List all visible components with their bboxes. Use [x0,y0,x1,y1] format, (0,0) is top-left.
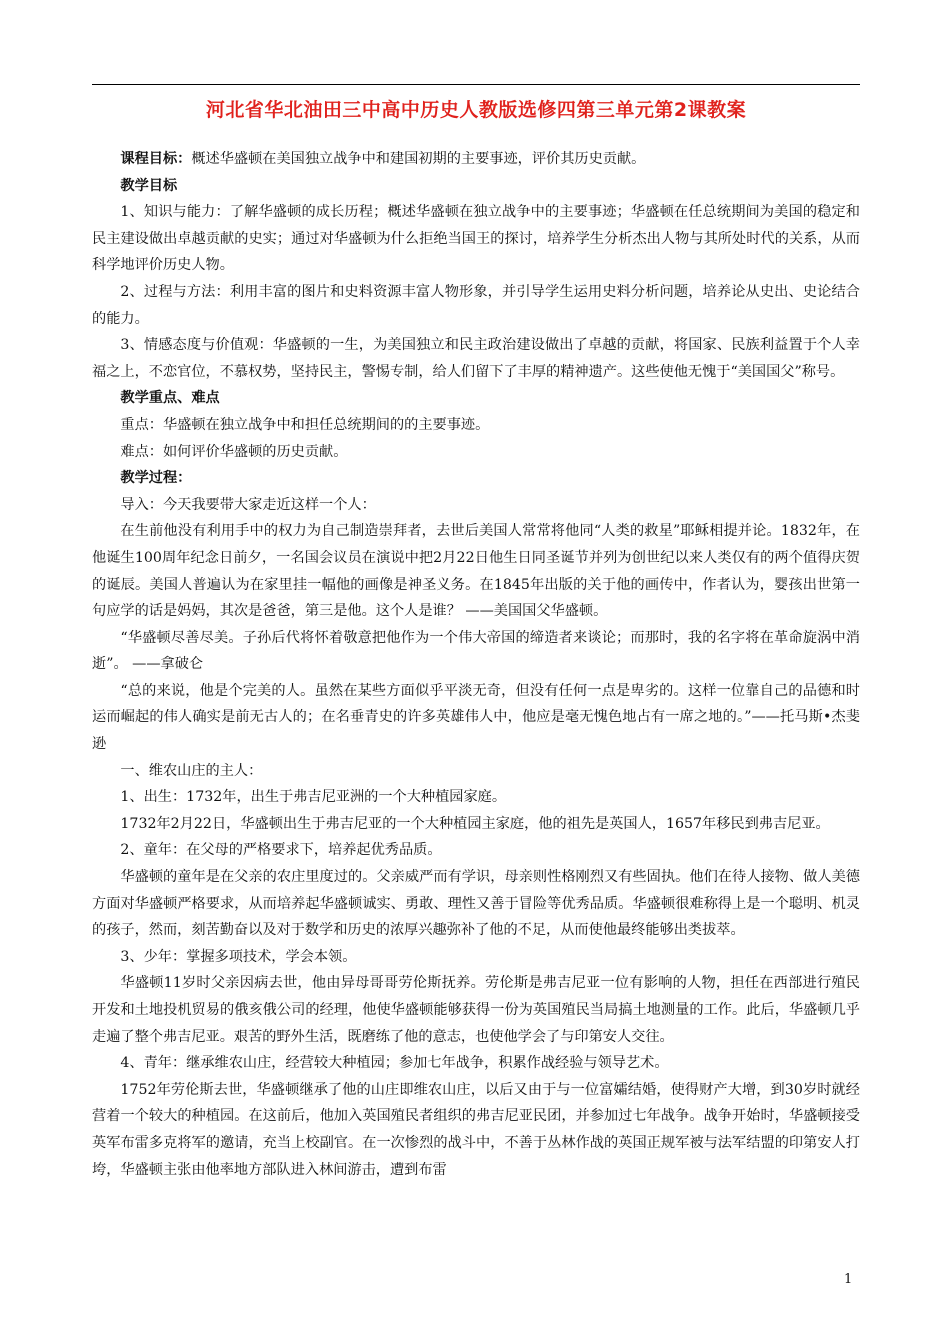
young-adult-heading: 4、青年：继承维农山庄，经营较大种植园；参加七年战争，积累作战经验与领导艺术。 [120,1055,669,1072]
header-rule [92,84,860,85]
key-point: 重点：华盛顿在独立战争中和担任总统期间的的主要事迹。 [120,416,490,433]
course-goal-label: 课程目标： [120,151,192,167]
intro-paragraph: 在生前他没有利用手中的权力为自己制造崇拜者，去世后美国人常常将他同“人类的救星”耶稣相提并论。1832年，在他诞生100周年纪念日前夕，一名国会议员在演说中把2月22日他生日同圣诞节并列为创世纪以来人类仅有的两个值得庆贺的诞辰。美国人普遍认为在家里挂一幅他的画像是神圣义务。在1845年出版的关于他的画传中，作者认为，婴孩出世第一句应学的话是妈妈，其次是爸爸，第三是他。这个人是谁？ ——美国国父华盛顿。 [92,523,860,620]
quote-napoleon: “华盛顿尽善尽美。子孙后代将怀着敬意把他作为一个伟大帝国的缔造者来谈论；而那时，我的名字将在革命旋涡中消逝”。 ——拿破仑 [92,629,860,673]
process-heading: 教学过程： [120,470,192,487]
quote-jefferson: “总的来说，他是个完美的人。虽然在某些方面似乎平淡无奇，但没有任何一点是卑劣的。这样一位靠自己的品德和时运而崛起的伟人确实是前无古人的；在名垂青史的许多英雄伟人中，他应是毫无愧色地占有一席之地的。”——托马斯•杰斐逊 [92,682,860,753]
goal-knowledge: 1、知识与能力：了解华盛顿的成长历程；概述华盛顿在独立战争中的主要事迹；华盛顿在任总统期间为美国的稳定和民主建设做出卓越贡献的史实；通过对华盛顿为什么拒绝当国王的探讨，培养学生分析杰出人物与其所处时代的关系，从而科学地评价历史人物。 [92,204,860,274]
goal-values: 3、情感态度与价值观：华盛顿的一生，为美国独立和民主政治建设做出了卓越的贡献，将国家、民族利益置于个人幸福之上，不恋官位，不慕权势，坚持民主，警惕专制，给人们留下了丰厚的精神遗产。这些使他无愧于“美国国父”称号。 [92,337,860,380]
birth-text: 1732年2月22日，华盛顿出生于弗吉尼亚的一个大种植园主家庭，他的祖先是英国人，1657年移民到弗吉尼亚。 [120,815,830,832]
young-adult-text: 1752年劳伦斯去世，华盛顿继承了他的山庄即维农山庄，以后又由于与一位富孀结婚，使得财产大增，到30岁时就经营着一个较大的种植园。在这前后，他加入英国殖民者组织的弗吉尼亚民团，并参加过七年战争。战争开始时，华盛顿接受英军布雷多克将军的邀请，充当上校副官。在一次惨烈的战斗中，不善于丛林作战的英国正规军被与法军结盟的印第安人打垮，华盛顿主张由他率地方部队进入林间游击，遭到布雷 [92,1081,860,1178]
course-goal-text: 概述华盛顿在美国独立战争中和建国初期的主要事迹，评价其历史贡献。 [191,151,646,167]
goal-process: 2、过程与方法：利用丰富的图片和史料资源丰富人物形象，并引导学生运用史料分析问题，培养论从史出、史论结合的能力。 [92,283,860,327]
course-goal-paragraph [92,146,860,173]
youth-heading: 3、少年：掌握多项技术，学会本领。 [120,948,357,965]
intro-line: 导入：今天我要带大家走近这样一个人： [120,496,376,513]
section-heading-1: 一、维农山庄的主人： [120,762,263,779]
childhood-text: 华盛顿的童年是在父亲的农庄里度过的。父亲威严而有学识，母亲则性格刚烈又有些固执。他们在待人接物、做人美德方面对华盛顿严格要求，从而培养起华盛顿诚实、勇敢、理性又善于冒险等优秀品质。华盛顿很难称得上是一个聪明、机灵的孩子，然而，刻苦勤奋以及对于数学和历史的浓厚兴趣弥补了他的不足，从而使他最终能够出类拔萃。 [92,869,860,939]
key-points-heading: 教学重点、难点 [120,390,220,407]
document-body [92,146,860,1183]
youth-text: 华盛顿11岁时父亲因病去世，他由异母哥哥劳伦斯抚养。劳伦斯是弗吉尼亚一位有影响的人物，担任在西部进行殖民开发和土地投机贸易的俄亥俄公司的经理，他使华盛顿能够获得一份为英国殖民当局搞土地测量的工作。此后，华盛顿几乎走遍了整个弗吉尼亚。艰苦的野外生活，既磨练了他的意志，也使他学会了与印第安人交往。 [92,975,860,1045]
birth-heading: 1、出生：1732年，出生于弗吉尼亚洲的一个大种植园家庭。 [120,789,507,806]
page-number: 1 [844,1272,853,1287]
document-title: 河北省华北油田三中高中历史人教版选修四第三单元第2课教案 [205,99,747,121]
childhood-heading: 2、童年：在父母的严格要求下，培养起优秀品质。 [120,842,442,859]
teaching-goals-heading: 教学目标 [120,177,178,194]
difficult-point: 难点：如何评价华盛顿的历史贡献。 [120,443,348,460]
